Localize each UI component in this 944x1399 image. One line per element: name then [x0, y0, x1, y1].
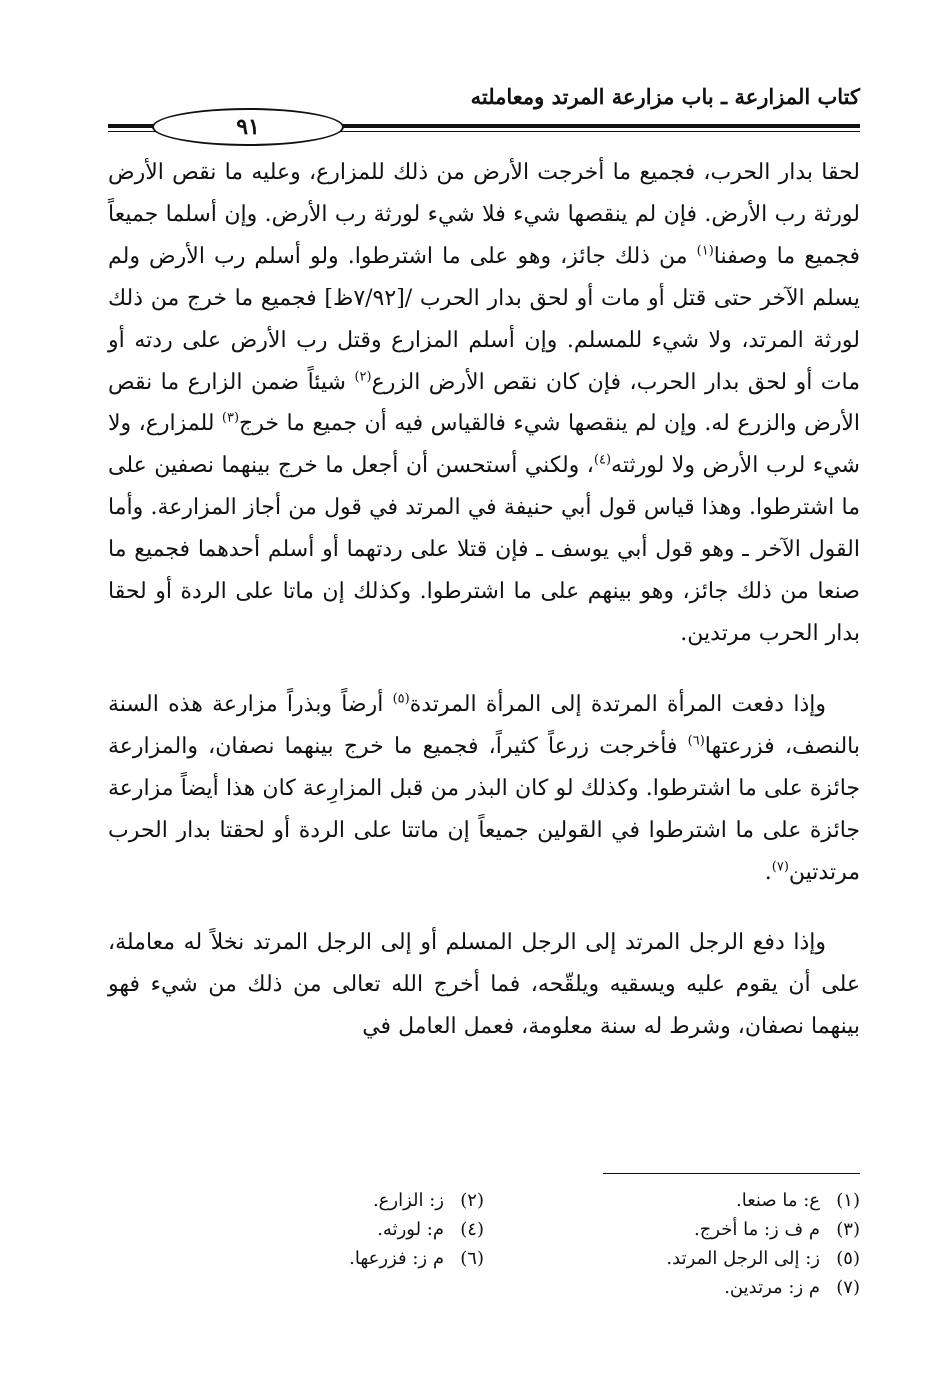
p1-text-e: للمزارع، ولا شيء لرب الأرض ولا لورثته	[108, 411, 860, 479]
footnote-marker-5: (٥)	[392, 691, 410, 707]
p1-text-c: فجميع ما خرج من ذلك لورثة المرتد، ولا شيء للمسلم. وإن أسلم المزارع وقتل رب الأرض على ردته أو مات أو لحق بدار الحرب، فإن كان نقص الأرض الزرع	[108, 285, 860, 395]
header-rule-left-thick	[108, 124, 158, 128]
p2-text-d: .	[764, 859, 772, 885]
p1-text-a: لحقا بدار الحرب، فجميع ما أخرجت الأرض من ذلك للمزارع، وعليه ما نقص الأرض لورثة رب الأرض. فإن لم ينقصها شيء فلا شيء لورثة رب الأرض. وإن أسلما جميعاً فجميع ما وصفنا	[108, 160, 860, 269]
footnotes	[108, 1186, 860, 1302]
footnote-marker-1: (١)	[696, 243, 714, 259]
footnote-text: م: لورثه.	[377, 1219, 444, 1240]
footnote-marker-3: (٣)	[221, 411, 240, 427]
header-rule-thin	[338, 131, 860, 132]
footnote-5	[484, 1244, 860, 1273]
footnote-2	[108, 1186, 484, 1215]
footnote-6	[108, 1244, 484, 1273]
paragraph-3	[108, 922, 860, 1048]
paragraph-2	[108, 684, 860, 894]
footnote-marker-7: (٧)	[771, 859, 789, 875]
manuscript-reference: /[٧/٩٢ظ]	[324, 285, 413, 311]
footnote-number: (٥)	[836, 1248, 860, 1269]
footnote-separator	[603, 1173, 860, 1174]
p1-text-f: ، ولكني أستحسن أن أجعل ما خرج بينهما نصفين على ما اشترطوا. وهذا قياس قول أبي حنيفة في المرتد في قول من أجاز المزارعة. وأما القول الآخر ـ وهو قول أبي يوسف ـ فإن قتلا على ردتهما أو أسلم أحدهما فجميع ما صنعا من ذلك جائز، وهو بينهم على ما اشترطوا. وكذلك إن ماتا على الردة أو لحقا بدار الحرب مرتدين.	[108, 453, 860, 646]
footnote-number: (٤)	[460, 1219, 484, 1240]
footnote-number: (٦)	[460, 1248, 484, 1269]
page-number: ٩١	[236, 114, 260, 140]
footnote-text: ز: الزارع.	[372, 1190, 444, 1211]
running-header	[108, 82, 860, 142]
paragraph-1	[108, 152, 860, 655]
footnote-marker-6: (٦)	[687, 733, 705, 749]
footnote-3	[484, 1215, 860, 1244]
footnote-marker-4: (٤)	[593, 453, 612, 469]
main-text	[108, 152, 860, 1048]
footnote-text: م ز: فزرعها.	[349, 1248, 444, 1269]
p1-text-d: شيئاً ضمن الزارع ما نقص الأرض والزرع له. وإن لم ينقصها شيء فالقياس فيه أن جميع ما خرج	[108, 369, 860, 437]
footnote-text: ع: ما صنعا.	[736, 1190, 820, 1211]
footnote-4	[108, 1215, 484, 1244]
footnote-number: (٧)	[836, 1277, 860, 1298]
header-rule-left-thin	[108, 131, 158, 132]
p2-text-c: فأخرجت زرعاً كثيراً، فجميع ما خرج بينهما نصفان، والمزارعة جائزة على ما اشترطوا. وكذلك لو كان البذر من قبل المزارِعة كان هذا أيضاً مزارعة جائزة على ما اشترطوا في القولين جميعاً إن ماتتا على الردة أو لحقتا بدار الحرب مرتدتين	[108, 733, 860, 885]
p1-text-b: من ذلك جائز، وهو على ما اشترطوا. ولو أسلم رب الأرض ولم يسلم الآخر حتى قتل أو مات أو لحق بدار الحرب	[108, 243, 861, 311]
header-title: كتاب المزارعة ـ باب مزارعة المرتد ومعاملته	[470, 84, 860, 109]
footnote-1	[484, 1186, 860, 1215]
page-number-badge	[152, 108, 344, 146]
p2-text-a: وإذا دفعت المرأة المرتدة إلى المرأة المرتدة	[409, 691, 826, 717]
footnote-text: م ف ز: ما أخرج.	[694, 1219, 820, 1240]
footnote-text: ز: إلى الرجل المرتد.	[666, 1248, 820, 1269]
p2-text-b: أرضاً وبذراً مزارعة هذه السنة بالنصف، فزرعتها	[108, 691, 860, 759]
footnote-text: م ز: مرتدين.	[724, 1277, 820, 1298]
footnote-number: (٢)	[460, 1190, 484, 1211]
footnote-marker-2: (٢)	[354, 369, 372, 385]
footnote-7	[484, 1273, 860, 1302]
footnote-number: (٣)	[836, 1219, 860, 1240]
p3-text-a: وإذا دفع الرجل المرتد إلى الرجل المسلم أو إلى الرجل المرتد نخلاً له معاملة، على أن يقوم عليه ويسقيه ويلقّحه، فما أخرج الله تعالى من ذلك من شيء فهو بينهما نصفان، وشرط له سنة معلومة، فعمل العامل في	[108, 930, 860, 1040]
footnote-number: (١)	[836, 1190, 860, 1211]
header-rule-thick	[338, 124, 860, 128]
